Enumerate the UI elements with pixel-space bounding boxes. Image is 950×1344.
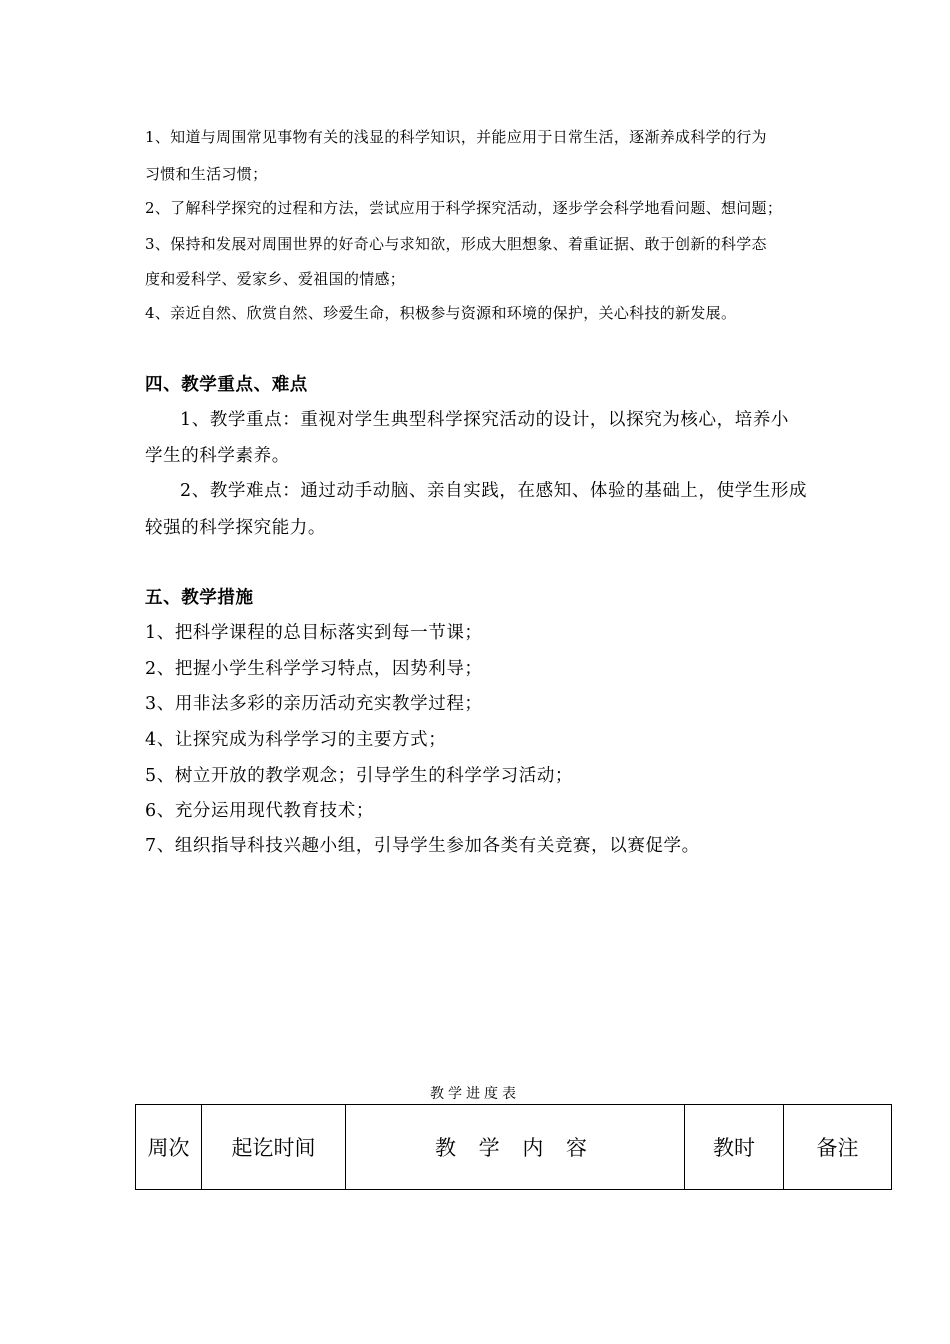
goal-item-2: 2、了解科学探究的过程和方法，尝试应用于科学探究活动，逐步学会科学地看问题、想问题； [145, 199, 783, 217]
measure-item-3: 3、用非法多彩的亲历活动充实教学过程； [145, 694, 483, 714]
goal-item-1: 1、知道与周围常见事物有关的浅显的科学知识，并能应用于日常生活，逐渐养成科学的行为 [145, 128, 767, 146]
schedule-table [135, 1104, 892, 1190]
measure-item-7: 7、组织指导科技兴趣小组，引导学生参加各类有关竞赛，以赛促学。 [145, 836, 700, 856]
goal-item-1-cont: 习惯和生活习惯； [145, 165, 268, 183]
header-notes: 备注 [784, 1105, 892, 1190]
schedule-header-row [136, 1105, 892, 1190]
section4-heading: 四、教学重点、难点 [145, 375, 308, 395]
section4-difficult-point: 2、教学难点：通过动手动脑、亲自实践，在感知、体验的基础上，使学生形成 [180, 481, 808, 501]
header-hours: 教时 [685, 1105, 784, 1190]
measure-item-1: 1、把科学课程的总目标落实到每一节课； [145, 623, 483, 643]
section4-key-point: 1、教学重点：重视对学生典型科学探究活动的设计，以探究为核心，培养小 [180, 410, 790, 430]
measure-item-2: 2、把握小学生科学学习特点，因势利导； [145, 659, 483, 679]
goal-item-4: 4、亲近自然、欣赏自然、珍爱生命，积极参与资源和环境的保护，关心科技的新发展。 [145, 304, 737, 322]
measure-item-4: 4、让探究成为科学学习的主要方式； [145, 730, 447, 750]
section4-difficult-point-cont: 较强的科学探究能力。 [145, 518, 326, 538]
section4-key-point-cont: 学生的科学素养。 [145, 446, 290, 466]
header-week: 周次 [136, 1105, 202, 1190]
header-content: 教 学 内 容 [346, 1105, 685, 1190]
goal-item-3-cont: 度和爱科学、爱家乡、爱祖国的情感； [145, 270, 406, 288]
section5-heading: 五、教学措施 [145, 588, 254, 608]
header-date-range: 起讫时间 [202, 1105, 346, 1190]
measure-item-6: 6、充分运用现代教育技术； [145, 801, 374, 821]
measure-item-5: 5、树立开放的教学观念；引导学生的科学学习活动； [145, 766, 574, 786]
goal-item-3: 3、保持和发展对周围世界的好奇心与求知欲，形成大胆想象、着重证据、敢于创新的科学态 [145, 235, 767, 253]
schedule-caption: 教学进度表 [430, 1086, 520, 1102]
